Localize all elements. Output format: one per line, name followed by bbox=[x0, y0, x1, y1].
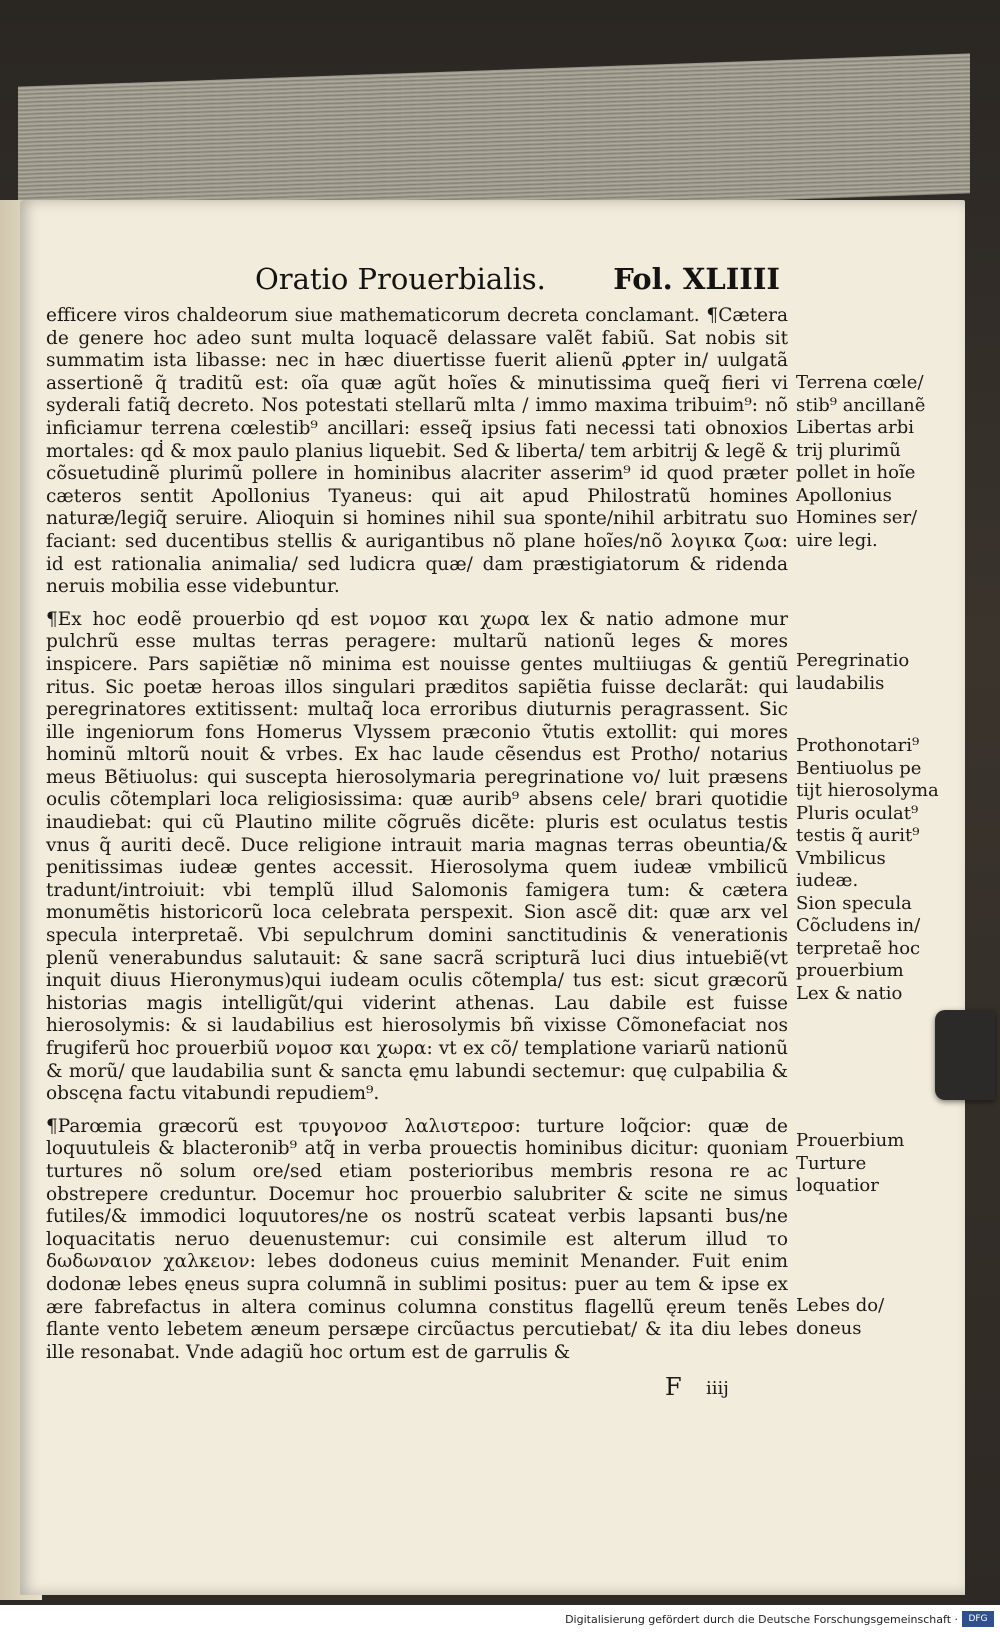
margin-note: Peregrinatio laudabilis bbox=[796, 650, 910, 694]
margin-notes-group-1 bbox=[796, 372, 946, 552]
running-title: Oratio Prouerbialis. bbox=[255, 262, 546, 296]
margin-note: Sion specula bbox=[796, 892, 912, 914]
signature-mark: F bbox=[665, 1373, 682, 1401]
margin-note: Lex & natio bbox=[796, 982, 903, 1004]
funding-credit: Digitalisierung gefördert durch die Deutsche Forschungsgemeinschaft · bbox=[565, 1613, 958, 1626]
margin-note: Turture loquatior bbox=[796, 1152, 879, 1196]
margin-notes-group-5 bbox=[796, 1295, 946, 1340]
main-text bbox=[46, 305, 788, 1374]
paragraph-1: efficere viros chaldeorum siue mathematicorum decreta conclamant. ¶Cætera de genere hoc adeo sunt multa loquacẽ delassare valẽt fabiũ. Sat nobis sit summatim ista libasse: nec in hæc diuertisse fuerit alienũ ꝓpter in/ uulgatã assertionẽ q̃ traditũ est: oĩa quæ agũt hoĩes & minutissima queq̃ fieri vi syderali fatiq̃ decreto. Nos potestati stellarũ mlta / immo maxima tribuim⁹: nõ inficiamur terrena cœlestib⁹ ancillari: esseq̃ ipsius fati necessi tati obnoxios mortales: qḋ & mox paulo planius liquebit. Sed & liberta/ tem arbitrij & legẽ & cõsuetudinẽ plurimũ pollere in hominibus alacriter asserim⁹ id quod præter cæteros sentit Apollonius Tyaneus: qui ait apud Philostratũ homines naturæ/legiq̃ seruire. Alioquin si homines nihil sua sponte/nihil arbitratu suo faciant: sed ducentibus stellis & aurigantibus nõ plane hoĩes/nõ λογικα ζωα: id est rationalia animalia/ sed ludicra quæ/ dam præstigiatorum & ridenda neruis mobilia esse videbuntur. bbox=[46, 305, 788, 598]
margin-note: Vmbilicus iudeæ. bbox=[796, 847, 886, 891]
paragraph-2: ¶Ex hoc eodẽ prouerbio qḋ est νομοσ και χωρα lex & natio admone mur pulchrũ esse multas terras peragere: multarũ nationũ leges & mores inspicere. Pars sapiẽtiæ nõ minima est nouisse gentes multiiugas & gentiũ ritus. Sic poetæ heroas illos singulari præditos sapiẽtia fuisse declarãt: qui peregrinatores extitissent: multaq̃ loca erroribus diuturnis peragrassent. Sic ille ingeniorum fons Homerus Vlyssem præconio ṽtutis extollit: qui mores hominũ mltorũ nouit & vrbes. Ex hac laude cẽsendus est Protho/ notarius meus Bẽtiuolus: qui suscepta hierosolymaria peregrinatione vo/ luit præsens oculis cõtemplari loca religiosissima: quæ aurib⁹ absens cele/ brari quotidie inaudiebat: qui cũ Plautino milite cõgruẽs dicẽte: pluris est oculatus testis vnus q̃ auriti decẽ. Duce religione intrauit maria magnas terras obeuntia/& penitissimas iudeæ gentes accessit. Hierosolyma quem iudeæ vmbilicũ tradunt/introiuit: vbi templũ illud Salomonis famigera tum: & cætera monumẽtis historicorũ loca celebrata perspexit. Sion ascẽ dit: quæ arx vel specula interpretaẽ. Vbi sepulchrum domini sanctitudinis & venerationis plenũ venerabundus salutauit: & sane sacrã scripturã luci dius intuebiẽ(vt inquit diuus Hieronymus)qui iudeam oculis cõtempla/ tus est: sicut græcorũ historias magis intelligũt/qui viderint athenas. Lau dabile est fuisse hierosolymis: & si laudabilius est hierosolymis bñ vixisse Cõmonefaciat nos frugiferũ hoc prouerbiũ νομοσ και χωρα: vt ex cõ/ templatione variarũ nationũ & morũ/ que laudabilia sunt & sancta ęmu labundi sectemur: quę culpabilia & obscęna factu vitabundi repudiem⁹. bbox=[46, 608, 788, 1105]
paragraph-3: ¶Parœmia græcorũ est τρυγονοσ λαλιστεροσ: turture loq̃cior: quæ de loquutuleis & blacteronib⁹ atq̃ in verba prouectis hominibus dicitur: quoniam turtures nõ solum ore/sed etiam posterioribus membris resona re ac obstrepere creduntur. Docemur hoc prouerbio salubriter & scite ne simus futiles/& immodici loquutores/ne os nostrũ scateat verbis lapsanti bus/ne loquacitatis neruo deuenustemur: cui consimile est alterum illud το δωδωναιον χαλκειον: lebes dodoneus cuius meminit Menander. Fuit enim dodonæ lebes ęneus supra columnã in sublimi positus: puer au tem & ipse ex ære fabrefactus in altera cominus columna constitus flagellũ ęreum tenẽs flante vento lebetem æneum persæpe circũactus percutiebat/ & ita diu lebes ille resonabat. Vnde adagiũ hoc ortum est de garrulis & bbox=[46, 1115, 788, 1363]
margin-notes-group-2 bbox=[796, 650, 946, 695]
leaf-number: iiij bbox=[706, 1378, 729, 1399]
credit-bar bbox=[0, 1605, 1000, 1635]
book-clip bbox=[935, 1010, 995, 1100]
dfg-logo: DFG bbox=[962, 1611, 994, 1627]
margin-note: Terrena cœle/ stib⁹ ancillanẽ bbox=[796, 372, 926, 416]
margin-note: Libertas arbi trij plurimũ pollet in hoĩe bbox=[796, 417, 916, 483]
margin-note: Cõcludens in/ terpretaẽ hoc prouerbium bbox=[796, 915, 921, 981]
page-header bbox=[50, 262, 780, 302]
margin-note: Prothonotari⁹ Bentiuolus pe tijt hierosolyma bbox=[796, 735, 939, 801]
folio-number: Fol. XLIIII bbox=[613, 262, 780, 296]
margin-notes-group-3 bbox=[796, 735, 946, 1005]
margin-note: Prouerbium bbox=[796, 1130, 905, 1151]
margin-note: Pluris oculat⁹ testis q̃ aurit⁹ bbox=[796, 802, 920, 846]
margin-note: Homines ser/ uire legi. bbox=[796, 507, 918, 551]
margin-note: Lebes do/ doneus bbox=[796, 1295, 885, 1339]
margin-note: Apollonius bbox=[796, 484, 892, 506]
margin-notes-group-4 bbox=[796, 1130, 946, 1198]
